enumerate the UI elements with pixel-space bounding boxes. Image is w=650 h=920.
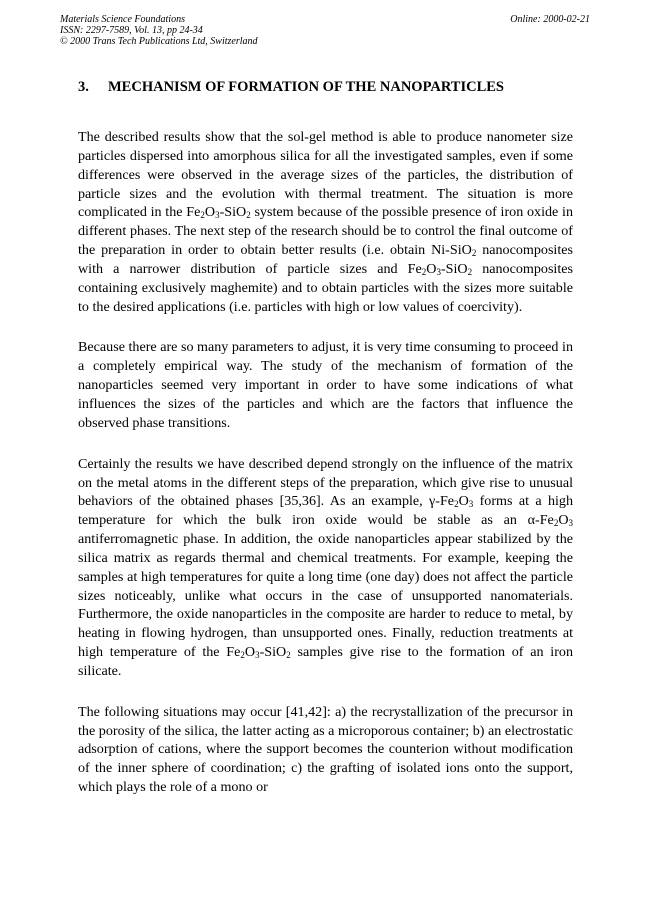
p3-text-2: O <box>458 493 469 510</box>
p3-text-1: Certainly the results we have described depend strongly on the influence of the matrix on the metal atoms in the different steps of the preparation, which give rise to unusual behaviors of the obtained phases [35,36]. As an example, γ-Fe <box>78 455 573 510</box>
issn-line: ISSN: 2297-7589, Vol. 13, pp 24-34 <box>60 25 203 36</box>
p1-sub-7: 2 <box>467 266 473 277</box>
p3-text-5: antiferromagnetic phase. In addition, the oxide nanoparticles appear stabilized by the silica matrix as regards thermal and chemical treatments. For example, keeping the samples at high temperatures for quite a long time (one day) does not affect the particle sizes noticeably, unlike what occurs in the case of unsupported nanomaterials. Furthermore, the oxide nanoparticles in the composite are harder to reduce to metal, by heating in flowing hydrogen, than unsupported ones. Finally, reduction treatments at high temperature of the Fe <box>78 531 573 661</box>
p1-text-5: nanocomposites with a narrower distribution of particle sizes and Fe <box>78 242 574 277</box>
p3-sub-2: 3 <box>468 499 474 510</box>
p3-text-8: samples give rise to the formation of an iron silicate. <box>78 644 574 679</box>
p1-text-8: nanocomposites containing exclusively maghemite) and to obtain particles with the sizes more suitable to the desired applications (i.e. particles with high or low values of coercivity). <box>78 260 573 315</box>
p1-sub-4: 2 <box>471 248 477 259</box>
online-date: Online: 2000-02-21 <box>510 14 590 25</box>
p1-text-7: -SiO <box>440 260 468 277</box>
body-text <box>78 128 573 819</box>
section-number: 3. <box>78 79 89 95</box>
copyright-line: © 2000 Trans Tech Publications Ltd, Switzerland <box>60 36 258 47</box>
p1-text-6: O <box>426 260 437 277</box>
p1-sub-5: 2 <box>421 266 427 277</box>
p3-text-3: forms at a high temperature for which the bulk iron oxide would be stable as an α-Fe <box>78 493 573 529</box>
p1-sub-6: 3 <box>436 266 441 277</box>
p3-sub-4: 3 <box>568 518 573 529</box>
section-heading <box>78 79 504 96</box>
p3-text-7: -SiO <box>259 644 287 661</box>
p3-sub-6: 3 <box>255 650 260 661</box>
p1-sub-3: 2 <box>246 210 251 221</box>
p3-sub-5: 2 <box>240 650 245 661</box>
p1-text-2: O <box>204 204 216 221</box>
paragraph-1 <box>78 128 573 316</box>
p3-sub-7: 2 <box>286 650 291 661</box>
p1-text-1: The described results show that the sol-gel method is able to produce nanometer size particles dispersed into amorphous silica for all the investigated samples, even if some differences were observed in the average sizes of the particles, the distribution of particle sizes and the evolution with thermal treatment. The situation is more complicated in the Fe <box>78 129 573 221</box>
p1-text-3: -SiO <box>219 204 247 221</box>
paragraph-2: Because there are so many parameters to adjust, it is very time consuming to proceed in a completely empirical way. The study of the mechanism of formation of the nanoparticles seemed very important in order to have some indications of what influences the sizes of the particles and which are the factors that influence the observed phase transitions. <box>78 339 573 431</box>
p3-text-4: O <box>558 512 569 529</box>
paragraph-3 <box>78 455 573 681</box>
p3-sub-1: 2 <box>454 499 459 510</box>
paragraph-4: The following situations may occur [41,42]: a) the recrystallization of the precursor in the porosity of the silica, the latter acting as a microporous container; b) an electrostatic adsorption of cations, where the support becomes the counterion without modification of the inner sphere of coordination; c) the grafting of isolated ions onto the support, which plays the role of a mono or <box>78 703 573 796</box>
p1-text-4: system because of the possible presence of iron oxide in different phases. The next step of the research should be to control the final outcome of the preparation in order to obtain better results (i.e. obtain Ni-SiO <box>78 204 574 259</box>
p1-sub-2: 3 <box>215 210 220 221</box>
section-title-text: MECHANISM OF FORMATION OF THE NANOPARTICLES <box>108 79 504 95</box>
journal-name: Materials Science Foundations <box>60 14 185 25</box>
p1-sub-1: 2 <box>200 210 205 221</box>
p3-sub-3: 2 <box>553 518 559 529</box>
page-header <box>60 14 590 47</box>
p3-text-6: O <box>244 644 256 661</box>
